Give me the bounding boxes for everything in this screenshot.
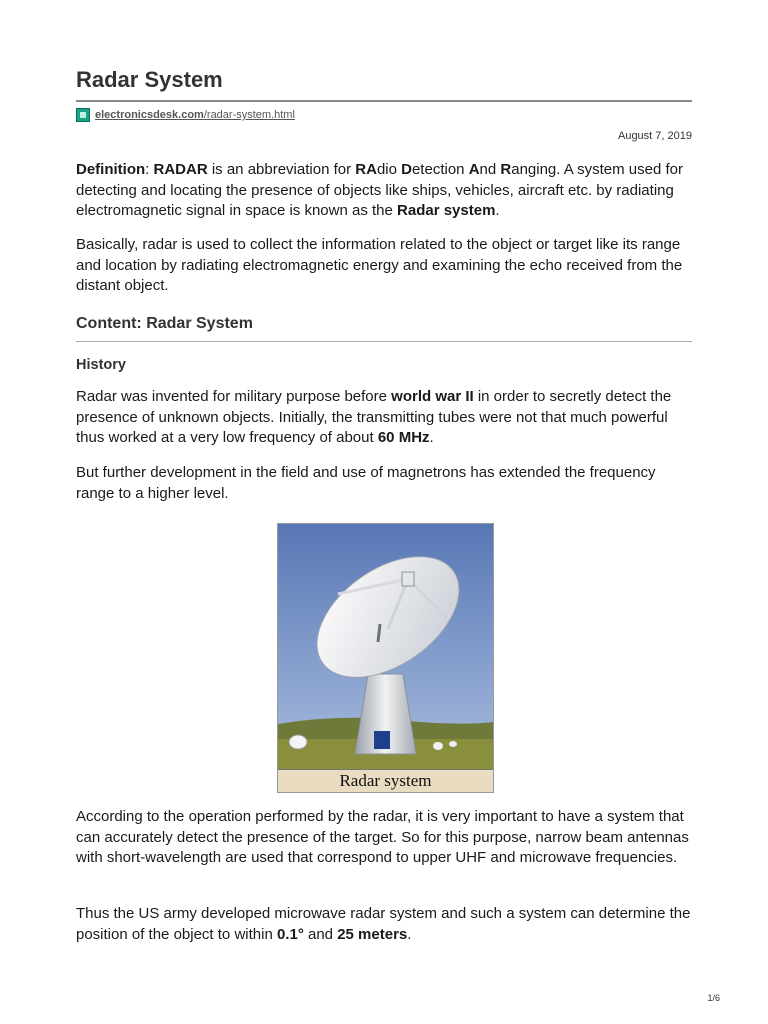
text-span: and	[303, 925, 338, 943]
bold-letter: D	[401, 161, 412, 178]
army-paragraph	[76, 904, 692, 945]
bold-term: 25 meters	[337, 925, 408, 943]
bold-term: RADAR	[153, 161, 208, 178]
text-span: etection	[411, 161, 469, 178]
bold-letter: A	[468, 161, 480, 178]
bold-term: Radar system	[397, 202, 496, 219]
operation-paragraph: According to the operation performed by the radar, it is very important to have a system that can accurately detect the presence of the target. So for this purpose, narrow beam antennas with short-wavelength are used that correspond to upper UHF and microwave frequencies.	[76, 808, 689, 866]
publish-date: August 7, 2019	[617, 130, 692, 142]
radar-figure	[277, 523, 494, 793]
history-paragraph-1	[76, 387, 692, 449]
bold-letter: R	[500, 161, 512, 178]
title-divider	[76, 100, 692, 102]
text-span: .	[495, 202, 500, 219]
radar-dish-image	[278, 524, 493, 792]
page-title: Radar System	[76, 67, 223, 92]
source-domain: electronicsdesk.com	[95, 109, 204, 121]
text-span: :	[145, 161, 154, 178]
source-path: /radar-system.html	[203, 109, 295, 121]
page-number: 1/6	[707, 993, 720, 1003]
bold-term: 60 MHz	[377, 429, 430, 446]
text-span: anging. A system used for detecting and locating the presence of objects like ships, vehicles, aircraft etc. by radiating electromagnetic signal in space is known as the	[76, 161, 684, 219]
definition-paragraph	[76, 160, 692, 222]
text-span: dio	[376, 161, 402, 178]
bold-letter: RA	[355, 161, 377, 178]
text-span: .	[407, 925, 412, 943]
bold-term: world war II	[391, 388, 474, 405]
content-divider	[76, 341, 692, 342]
source-link[interactable]	[95, 109, 295, 121]
source-link-row	[76, 107, 295, 123]
figure-caption: Radar system	[278, 769, 493, 792]
text-span: is an abbreviation for	[207, 161, 356, 178]
history-heading: History	[76, 357, 126, 373]
content-heading: Content: Radar System	[76, 315, 253, 332]
definition-label: Definition	[76, 161, 146, 178]
text-span: nd	[479, 161, 501, 178]
bold-term: 0.1°	[276, 925, 304, 943]
basically-paragraph: Basically, radar is used to collect the information related to the object or target like its range and location by radiating electromagnetic energy and examining the echo received from the distant object.	[76, 236, 683, 294]
text-span: in order to secretly detect the presence of unknown objects. Initially, the transmitting tubes were not that much powerful thus worked at a very low frequency of about	[76, 388, 672, 446]
text-span: .	[429, 429, 434, 446]
text-span: Radar was invented for military purpose before	[76, 388, 392, 405]
history-paragraph-2: But further development in the field and use of magnetrons has extended the frequency range to a higher level.	[76, 464, 656, 502]
text-span: Thus the US army developed microwave radar system and such a system can determine the position of the object to within	[76, 905, 691, 943]
site-favicon-icon	[76, 108, 90, 122]
